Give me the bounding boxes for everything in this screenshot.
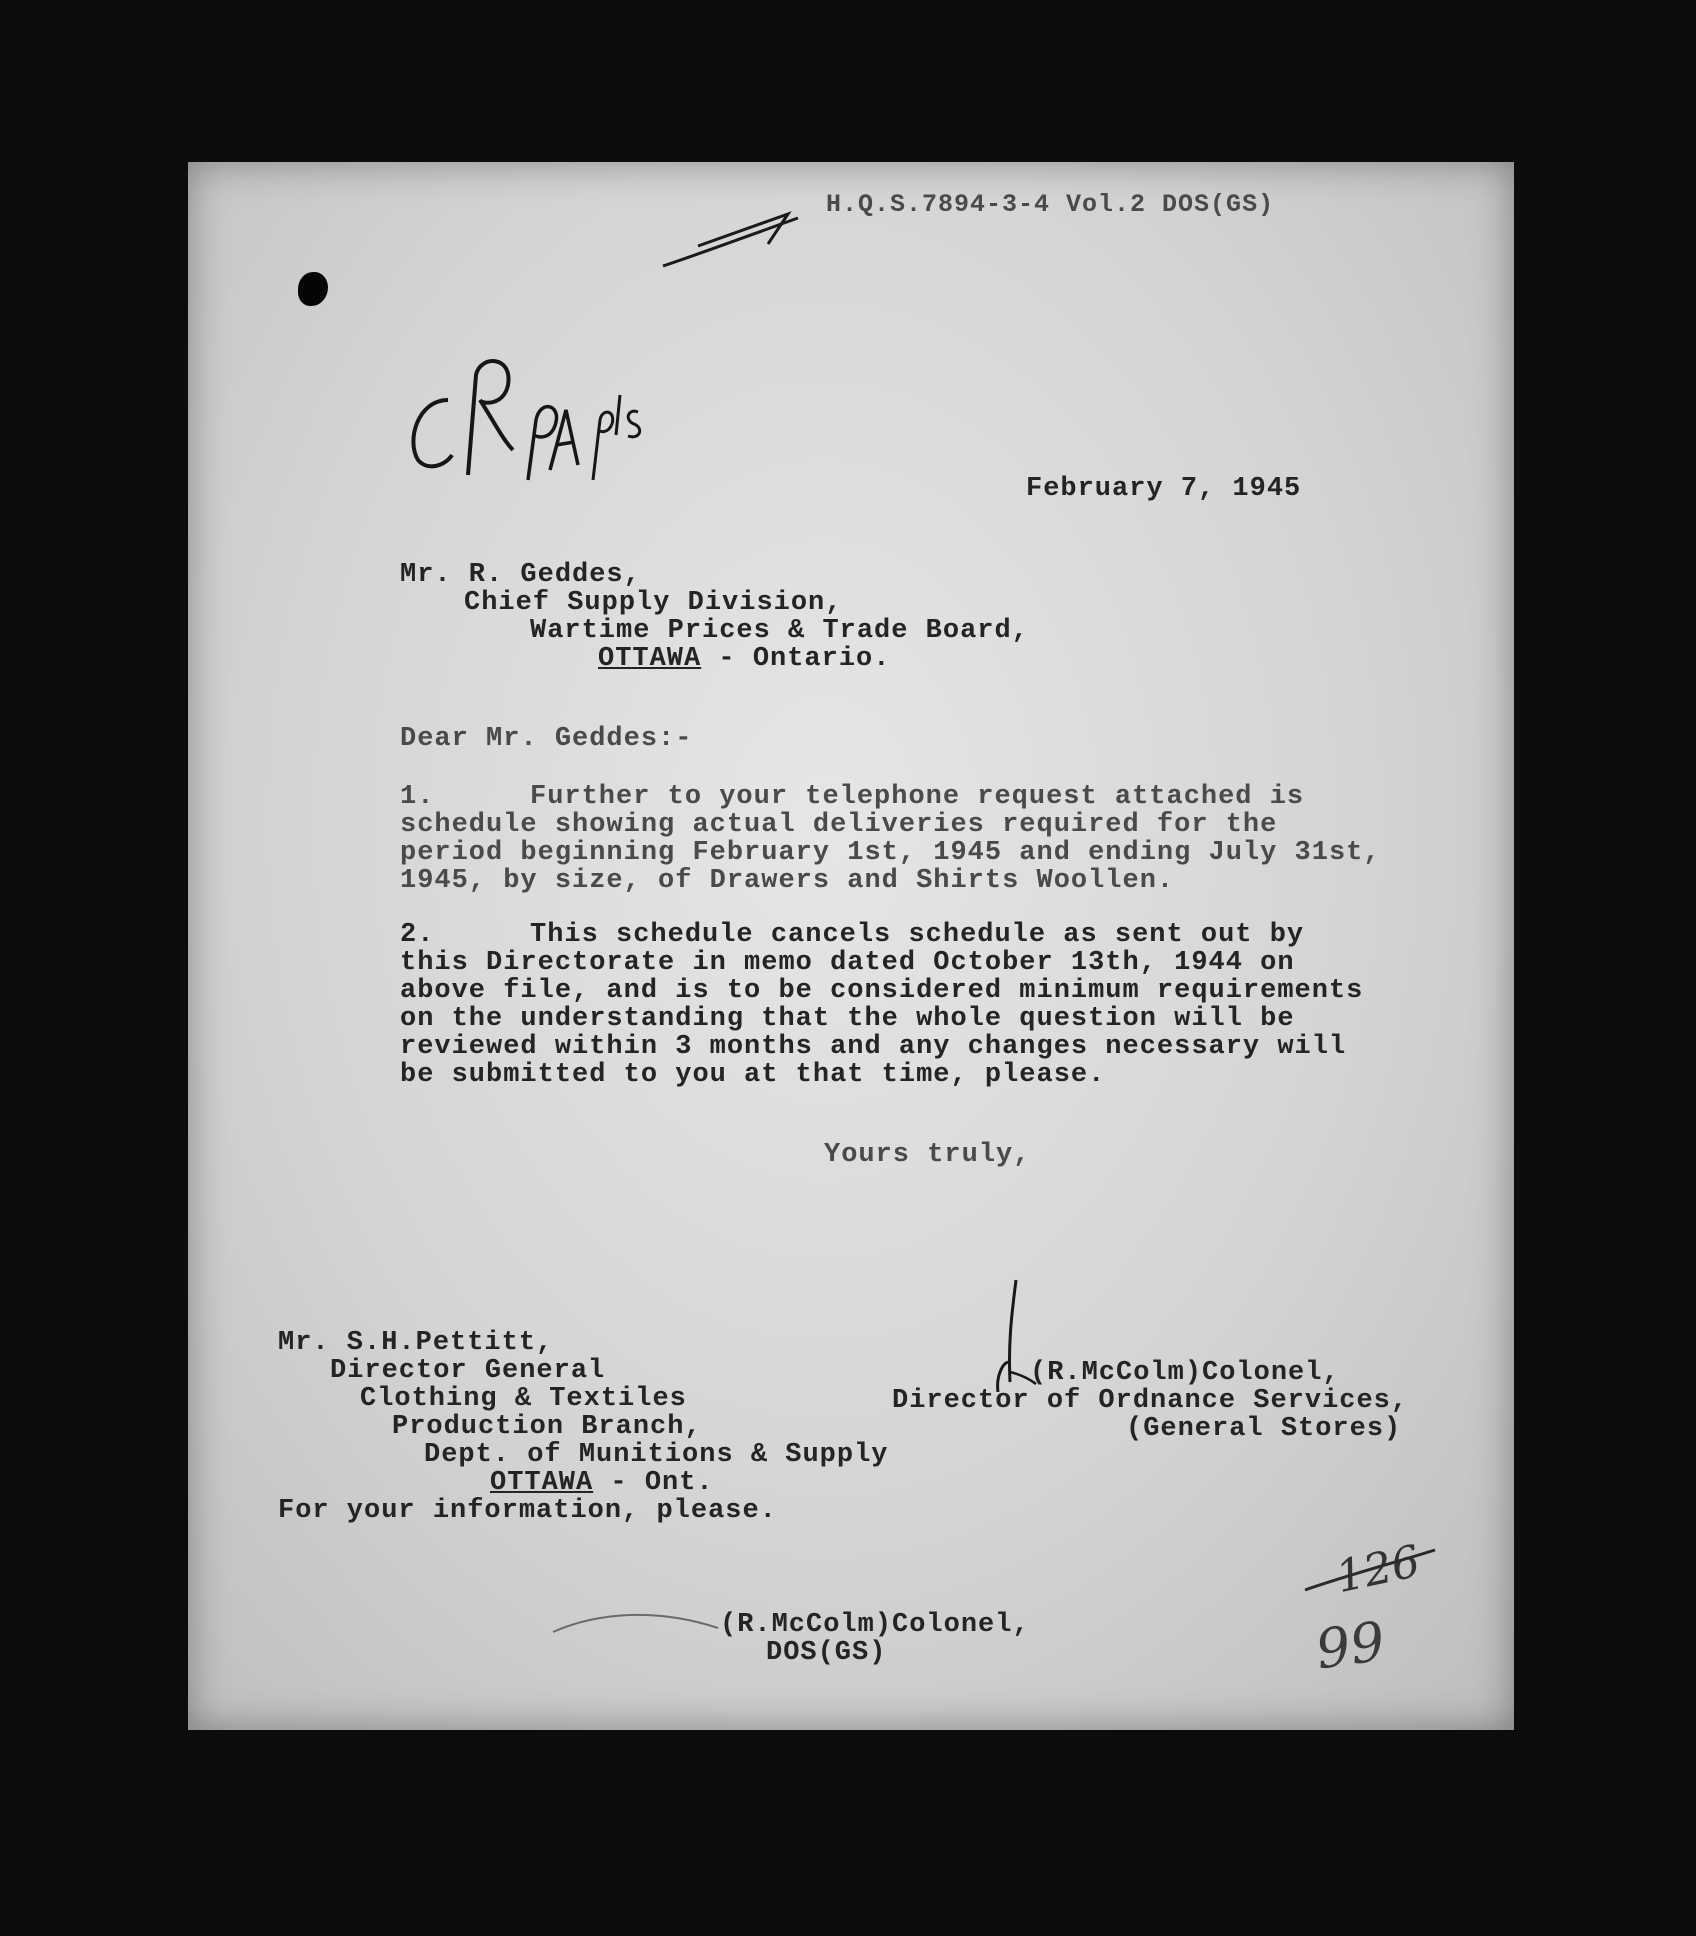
paragraph-2-line: reviewed within 3 months and any changes necessary will — [400, 1032, 1347, 1062]
paragraph-2-line: this Directorate in memo dated October 13th, 1944 on — [400, 948, 1295, 978]
paragraph-1-line: Further to your telephone request attached is — [530, 782, 1305, 812]
cc-line4: Dept. of Munitions & Supply — [424, 1440, 889, 1470]
letter-date: February 7, 1945 — [1026, 474, 1302, 504]
stray-pen-mark — [548, 1602, 728, 1642]
signer-name: (R.McColm)Colonel, — [1030, 1358, 1340, 1388]
addressee-line1: Chief Supply Division, — [464, 588, 843, 618]
paragraph-2-line: on the understanding that the whole question will be — [400, 1004, 1295, 1034]
paragraph-1-line: period beginning February 1st, 1945 and ending July 31st, — [400, 838, 1381, 868]
cc-name: Mr. S.H.Pettitt, — [278, 1328, 554, 1358]
addressee-line2: Wartime Prices & Trade Board, — [530, 616, 1029, 646]
cc-province: - Ont. — [593, 1468, 714, 1498]
cc-note: For your information, please. — [278, 1496, 777, 1526]
addressee-province: - Ontario. — [701, 644, 891, 674]
cc-line3: Production Branch, — [392, 1412, 702, 1442]
signer-branch: (General Stores) — [1126, 1414, 1402, 1444]
paragraph-2-number: 2. — [400, 920, 435, 950]
cc-line2: Clothing & Textiles — [360, 1384, 687, 1414]
signer-title: Director of Ordnance Services, — [892, 1386, 1409, 1416]
paragraph-1-number: 1. — [400, 782, 435, 812]
paragraph-1-line: schedule showing actual deliveries required for the — [400, 810, 1278, 840]
page-number: 99 — [1311, 1609, 1389, 1682]
cc-city-line — [490, 1468, 714, 1498]
letter-page — [188, 162, 1514, 1730]
paragraph-2-line: This schedule cancels schedule as sent out by — [530, 920, 1305, 950]
bottom-signer-name: (R.McColm)Colonel, — [720, 1610, 1030, 1640]
cc-line1: Director General — [330, 1356, 606, 1386]
struck-page-number: 126 — [1331, 1535, 1425, 1604]
closing: Yours truly, — [824, 1140, 1031, 1170]
salutation: Dear Mr. Geddes:- — [400, 724, 693, 754]
file-reference: H.Q.S.7894-3-4 Vol.2 DOS(GS) — [826, 190, 1275, 219]
paragraph-2-line: be submitted to you at that time, please. — [400, 1060, 1106, 1090]
bottom-signer-dept: DOS(GS) — [766, 1638, 887, 1668]
page-number-strikeout — [1300, 1542, 1440, 1602]
addressee-city: OTTAWA — [598, 644, 702, 674]
addressee-city-line — [598, 644, 890, 674]
paragraph-1-line: 1945, by size, of Drawers and Shirts Woollen. — [400, 866, 1175, 896]
ink-blot — [298, 272, 328, 306]
handwritten-arrow — [658, 206, 808, 276]
handwritten-initials — [388, 300, 688, 490]
cc-city: OTTAWA — [490, 1468, 594, 1498]
addressee-name: Mr. R. Geddes, — [400, 560, 641, 590]
paragraph-2-line: above file, and is to be considered minimum requirements — [400, 976, 1364, 1006]
